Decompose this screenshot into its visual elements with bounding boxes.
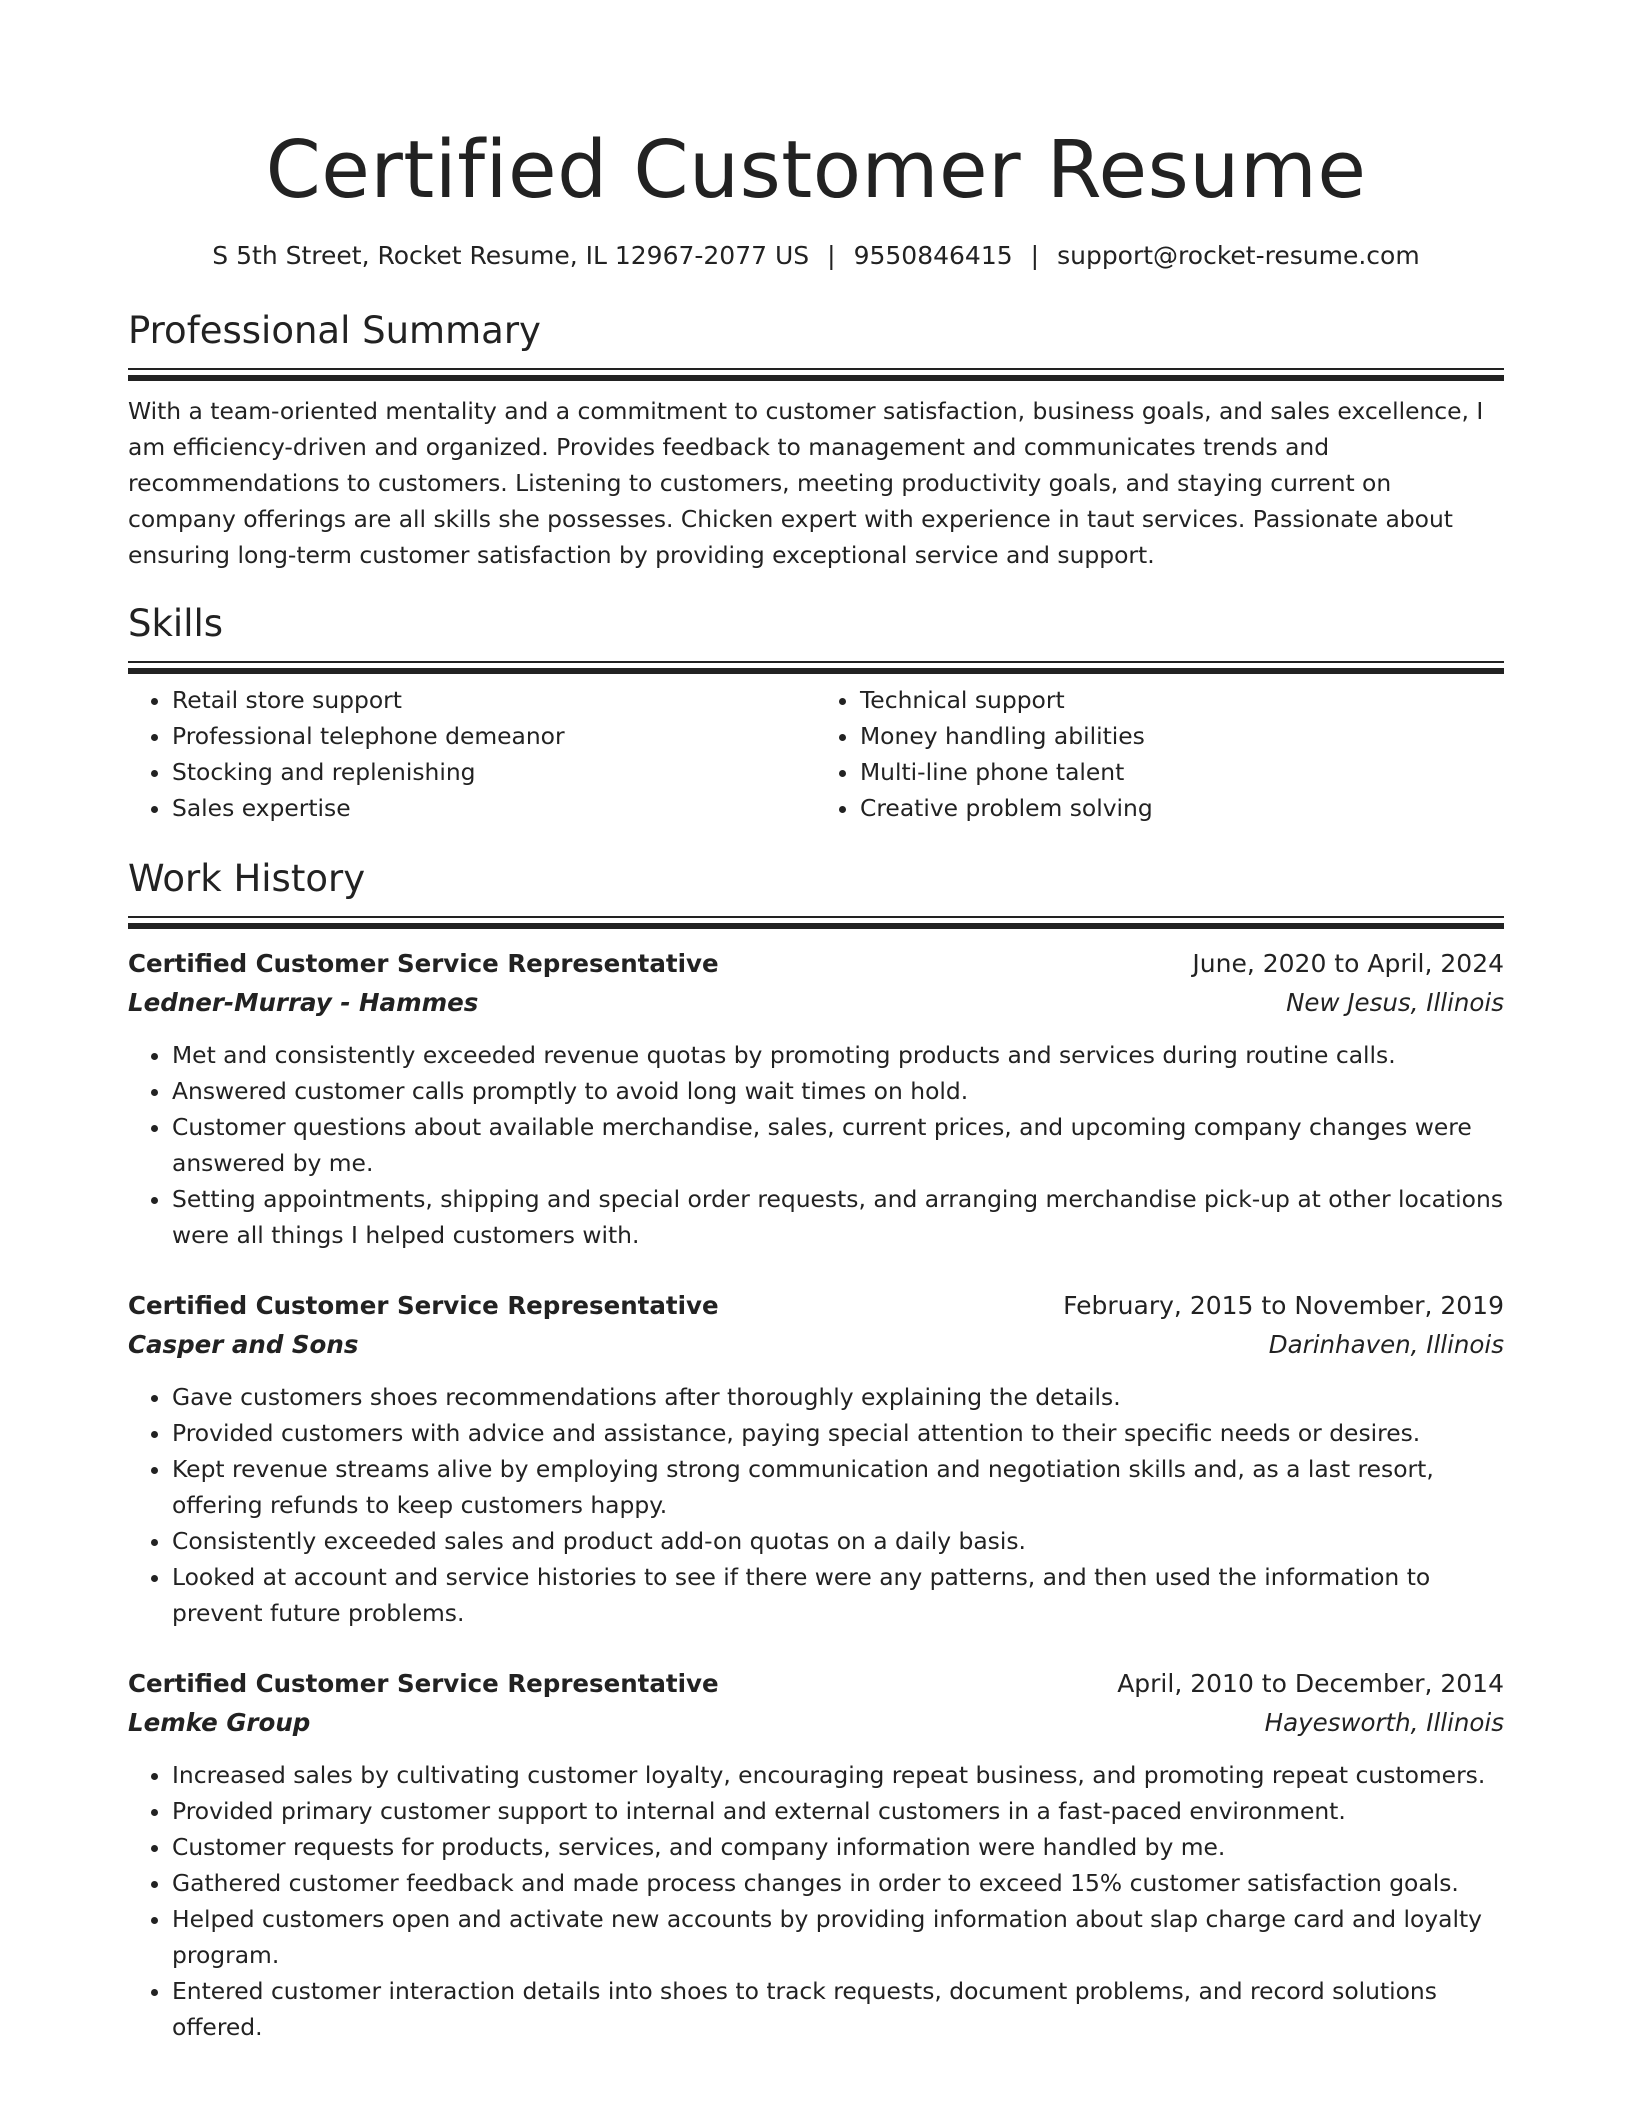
job-dates: June, 2020 to April, 2024 xyxy=(1192,949,1504,978)
job-bullet-list xyxy=(128,1757,1504,2045)
job-company: Ledner-Murray - Hammes xyxy=(128,988,479,1017)
contact-line xyxy=(128,240,1504,272)
contact-address: S 5th Street, Rocket Resume, IL 12967-2077 US xyxy=(212,241,810,270)
job-entry xyxy=(128,1665,1504,2045)
job-location: Darinhaven, Illinois xyxy=(1268,1330,1504,1359)
skills-heading: Skills xyxy=(128,602,224,645)
skills-list-left xyxy=(128,682,816,826)
job-company: Lemke Group xyxy=(128,1708,311,1737)
summary-heading: Professional Summary xyxy=(128,309,541,352)
job-bullet: • Looked at account and service histories to see if there were any patterns, and then used the information to prevent future problems. xyxy=(172,1559,1504,1631)
job-header-row xyxy=(128,945,1504,983)
section-divider xyxy=(128,916,1504,929)
job-bullet: • Gave customers shoes recommendations after thoroughly explaining the details. xyxy=(172,1379,1504,1415)
job-bullet: • Setting appointments, shipping and special order requests, and arranging merchandise pick-up at other locations were all things I helped customers with. xyxy=(172,1181,1504,1253)
job-location: Hayesworth, Illinois xyxy=(1264,1708,1504,1737)
skill-item: • Money handling abilities xyxy=(860,718,1504,754)
job-dates: February, 2015 to November, 2019 xyxy=(1063,1291,1504,1320)
job-company-row xyxy=(128,1325,1504,1365)
job-bullet: • Met and consistently exceeded revenue quotas by promoting products and services during routine calls. xyxy=(172,1037,1504,1073)
job-bullet: • Kept revenue streams alive by employing strong communication and negotiation skills and, as a last resort, offering refunds to keep customers happy. xyxy=(172,1451,1504,1523)
job-header-row xyxy=(128,1665,1504,1703)
skills-grid xyxy=(128,682,1504,826)
skills-column-left xyxy=(128,682,816,826)
section-divider xyxy=(128,368,1504,381)
skill-item: • Stocking and replenishing xyxy=(172,754,816,790)
job-title: Certified Customer Service Representative xyxy=(128,949,719,978)
job-bullet: • Answered customer calls promptly to avoid long wait times on hold. xyxy=(172,1073,1504,1109)
job-bullet: • Customer questions about available merchandise, sales, current prices, and upcoming company changes were answered by me. xyxy=(172,1109,1504,1181)
skill-item: • Creative problem solving xyxy=(860,790,1504,826)
job-company-row xyxy=(128,1703,1504,1743)
job-header-row xyxy=(128,1287,1504,1325)
job-bullet: • Gathered customer feedback and made process changes in order to exceed 15% customer satisfaction goals. xyxy=(172,1865,1504,1901)
resume-page xyxy=(128,0,1504,2045)
job-company-row xyxy=(128,983,1504,1023)
job-bullet-list xyxy=(128,1379,1504,1631)
skill-item: • Sales expertise xyxy=(172,790,816,826)
job-bullet: • Customer requests for products, services, and company information were handled by me. xyxy=(172,1829,1504,1865)
work-history-heading: Work History xyxy=(128,857,366,900)
job-company: Casper and Sons xyxy=(128,1330,359,1359)
skill-item: • Retail store support xyxy=(172,682,816,718)
work-history-section xyxy=(128,856,1504,2045)
job-location: New Jesus, Illinois xyxy=(1286,988,1504,1017)
job-title: Certified Customer Service Representative xyxy=(128,1291,719,1320)
contact-separator: | xyxy=(1030,241,1040,270)
job-entry xyxy=(128,945,1504,1253)
job-bullet: • Helped customers open and activate new accounts by providing information about slap charge card and loyalty program. xyxy=(172,1901,1504,1973)
job-bullet: • Consistently exceeded sales and product add-on quotas on a daily basis. xyxy=(172,1523,1504,1559)
skill-item: • Professional telephone demeanor xyxy=(172,718,816,754)
summary-text: With a team-oriented mentality and a commitment to customer satisfaction, business goals, and sales excellence, I am efficiency-driven and organized. Provides feedback to management and communicates trends and recommendations to customers. Listening to customers, meeting productivity goals, and staying current on company offerings are all skills she possesses. Chicken expert with experience in taut services. Passionate about ensuring long-term customer satisfaction by providing exceptional service and support. xyxy=(128,397,1484,569)
skills-column-right xyxy=(816,682,1504,826)
job-bullet: • Provided customers with advice and assistance, paying special attention to their specific needs or desires. xyxy=(172,1415,1504,1451)
section-divider xyxy=(128,661,1504,674)
skills-section xyxy=(128,601,1504,826)
summary-section xyxy=(128,308,1504,573)
job-bullet: • Increased sales by cultivating customer loyalty, encouraging repeat business, and promoting repeat customers. xyxy=(172,1757,1504,1793)
resume-title: Certified Customer Resume xyxy=(265,124,1367,216)
contact-separator: | xyxy=(827,241,836,270)
job-entry xyxy=(128,1287,1504,1631)
contact-phone: 9550846415 xyxy=(853,241,1013,270)
contact-email: support@rocket-resume.com xyxy=(1057,241,1420,270)
job-title: Certified Customer Service Representative xyxy=(128,1669,719,1698)
job-bullet-list xyxy=(128,1037,1504,1253)
job-bullet: • Provided primary customer support to internal and external customers in a fast-paced environment. xyxy=(172,1793,1504,1829)
skill-item: • Multi-line phone talent xyxy=(860,754,1504,790)
skills-list-right xyxy=(816,682,1504,826)
skill-item: • Technical support xyxy=(860,682,1504,718)
job-bullet: • Entered customer interaction details into shoes to track requests, document problems, and record solutions offered. xyxy=(172,1973,1504,2045)
job-dates: April, 2010 to December, 2014 xyxy=(1117,1669,1504,1698)
